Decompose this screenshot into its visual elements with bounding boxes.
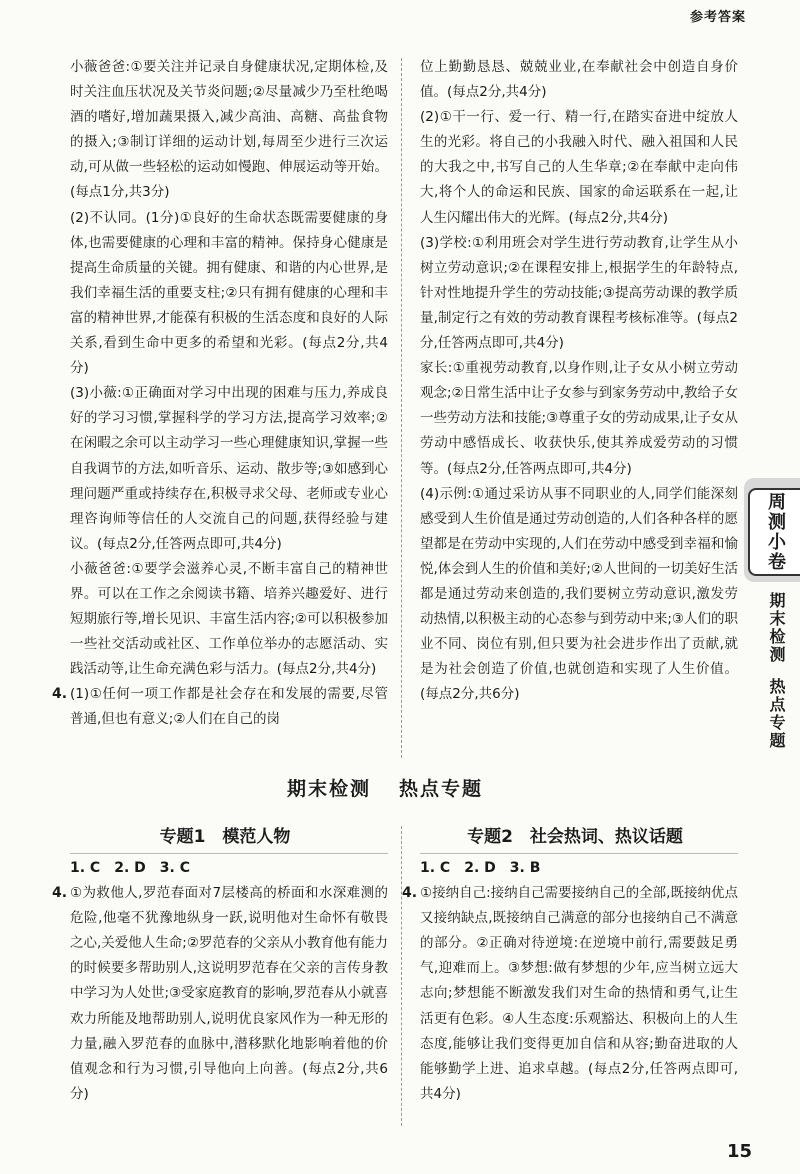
question-number: 4. [52, 686, 68, 703]
left-column-top [52, 55, 388, 733]
topic2-content [402, 856, 738, 1107]
choice-answers: 1. C 2. D 3. B [420, 860, 541, 876]
answer-paragraph: (4)示例:①通过采访从事不同职业的人,同学们能深刻感受到人生价值是通过劳动创造的,人们各种各样的愿望都是在劳动中实现的,人们在劳动中感受到幸福和愉悦,体会到人生的价值和美好;②人世间的一切美好生活都是通过劳动来创造的,我们要树立劳动意识,激发劳动热情,以积极主动的心态参与到劳动中来;③人们的职业不同、岗位有别,但只要为社会进步作出了贡献,就是为社会创造了价值,也就创造和实现了人生价值。(每点2分,共6分) [420, 485, 738, 703]
column-divider-bottom [401, 826, 402, 1126]
answer-paragraph: 小薇爸爸:①要学会滋养心灵,不断丰富自己的精神世界。可以在工作之余阅读书籍、培养兴趣爱好、进行短期旅行等,增长见识、丰富生活内容;②可以积极参加一些社交活动或社区、工作单位举办的志愿活动、实践活动等,让生命充满色彩与活力。(每点2分,共4分) [70, 560, 388, 678]
answer-paragraph: (3)小薇:①正确面对学习中出现的困难与压力,养成良好的学习习惯,掌握科学的学习方法,提高学习效率;②在闲暇之余可以主动学习一些心理健康知识,掌握一些自我调节的方法,如听音乐、运动、散步等;③如感到心理问题严重或持续存在,积极寻求父母、老师或专业心理咨询师等信任的人交流自己的问题,获得经验与建议。(每点2分,任答两点即可,共4分) [70, 385, 388, 552]
answer-paragraph: (2)①干一行、爱一行、精一行,在踏实奋进中绽放人生的光彩。将自己的小我融入时代、融入祖国和人民的大我之中,书写自己的人生华章;②在奉献中走向伟大,将个人的命运和民族、国家的命运联系在一起,让人生闪耀出伟大的光辉。(每点2分,共4分) [420, 109, 738, 226]
right-column-top [420, 55, 738, 707]
side-tab-label: 周测小卷 [765, 492, 786, 572]
answer-paragraph: (3)学校:①利用班会对学生进行劳动教育,让学生从小树立劳动意识;②在课程安排上,根据学生的年龄特点,针对性地提升学生的劳动技能;③提高劳动课的教学质量,制定行之有效的劳动教育课程考核标准等。(每点2分,任答两点即可,共4分) [420, 234, 738, 352]
column-divider-top [401, 58, 402, 758]
answer-paragraph: 4. ①为救他人,罗范春面对7层楼高的桥面和水深难测的危险,他毫不犹豫地纵身一跃,说明他对生命怀有敬畏之心,关爱他人生命;②罗范春的父亲从小教育他有能力的时候要多帮助别人,这说明罗范春在父亲的言传身教中学习为人处世;③受家庭教育的影响,罗范春从小就喜欢力所能及地帮助别人,说明优良家风作为一种无形的力量,融入罗范春的血脉中,潜移默化地影响着他的价值观念和行为习惯,引导他向上向善。(每点2分,共6分) [70, 881, 388, 1107]
topic1-underline [70, 853, 388, 854]
answer-paragraph: 小薇爸爸:①要关注并记录自身健康状况,定期体检,及时关注血压状况及关节炎问题;②尽量减少乃至杜绝喝酒的嗜好,增加蔬果摄入,减少高油、高糖、高盐食物的摄入;③制订详细的运动计划,每周至少进行三次运动,可从做一些轻松的运动如慢跑、伸展运动等开始。(每点1分,共3分) [70, 59, 388, 201]
header-label: 参考答案 [689, 10, 746, 25]
choice-answers: 1. C 2. D 3. C [70, 860, 190, 876]
topic1-content [52, 856, 388, 1107]
question-number: 4. [52, 885, 68, 902]
section-title-part1: 期末检测 [286, 778, 371, 800]
topic2-underline [420, 853, 738, 854]
side-label-hot-topics: 热点专题 [767, 678, 786, 750]
section-title [0, 774, 770, 801]
answer-paragraph: (2)不认同。(1分)①良好的生命状态既需要健康的身体,也需要健康的心理和丰富的精神。保持身心健康是提高生命质量的关键。拥有健康、和谐的内心世界,是我们幸福生活的重要支柱;②只有拥有健康的心理和丰富的精神世界,才能葆有积极的生活态度和良好的人际关系,看到生命中更多的希望和光彩。(每点2分,共4分) [70, 209, 388, 377]
question-number: 4. [402, 885, 418, 902]
side-tab[interactable] [748, 488, 800, 576]
answer-paragraph: 位上勤勤恳恳、兢兢业业,在奉献社会中创造自身价值。(每点2分,共4分) [420, 59, 738, 101]
side-label-final-exam: 期末检测 [767, 592, 786, 664]
topic2-title: 专题2 社会热词、热议话题 [467, 827, 683, 847]
section-title-part2: 热点专题 [399, 778, 484, 800]
answer-paragraph: 家长:①重视劳动教育,以身作则,让子女从小树立劳动观念;②日常生活中让子女参与到家务劳动中,教给子女一些劳动方法和技能;③尊重子女的劳动成果,让子女从劳动中感悟成长、收获快乐,使其养成爱劳动的习惯等。(每点2分,任答两点即可,共4分) [420, 360, 738, 477]
page-number: 15 [726, 1141, 752, 1162]
topic1-title: 专题1 模范人物 [159, 827, 291, 847]
answer-paragraph: 4. (1)①任何一项工作都是社会存在和发展的需要,尽管普通,但也有意义;②人们在自己的岗 [70, 682, 388, 732]
answer-paragraph: 4. ①接纳自己:接纳自己需要接纳自己的全部,既接纳优点又接纳缺点,既接纳自己满意的部分也接纳自己不满意的部分。②正确对待逆境:在逆境中前行,需要鼓足勇气,迎难而上。③梦想:做有梦想的少年,应当树立远大志向;梦想能不断激发我们对生命的热情和勇气,让生活更有色彩。④人生态度:乐观豁达、积极向上的人生态度,能够让我们变得更加自信和从容;勤奋进取的人能够勤学上进、追求卓越。(每点2分,任答两点即可,共4分) [420, 881, 738, 1107]
